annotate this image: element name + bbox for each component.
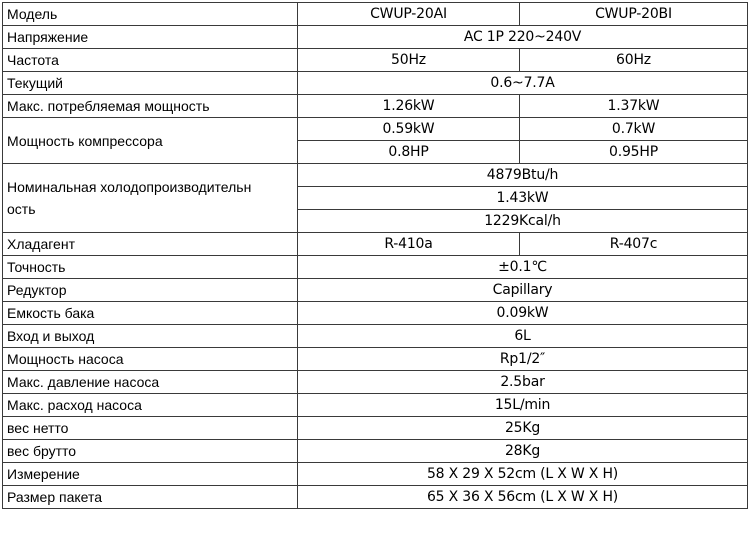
label-tank-capacity: Емкость бака bbox=[3, 302, 298, 325]
label-frequency: Частота bbox=[3, 49, 298, 72]
label-package-size: Размер пакета bbox=[3, 486, 298, 509]
value-frequency-b: 60Hz bbox=[520, 49, 748, 72]
table-row-dimensions bbox=[3, 463, 748, 486]
table-row-reducer bbox=[3, 279, 748, 302]
value-compressor-kw-b: 0.7kW bbox=[520, 118, 748, 141]
value-reducer: Capillary bbox=[298, 279, 748, 302]
table-row-frequency bbox=[3, 49, 748, 72]
table-row-inlet-outlet bbox=[3, 325, 748, 348]
label-cooling-capacity-line2: ость bbox=[7, 201, 36, 217]
label-cooling-capacity-line1: Номинальная холодопроизводительн bbox=[7, 179, 252, 195]
label-pump-power: Мощность насоса bbox=[3, 348, 298, 371]
label-current: Текущий bbox=[3, 72, 298, 95]
label-net-weight: вес нетто bbox=[3, 417, 298, 440]
table-row-pump-power bbox=[3, 348, 748, 371]
value-cooling-kw: 1.43kW bbox=[298, 187, 748, 210]
label-cooling-capacity bbox=[3, 164, 298, 233]
label-gross-weight: вес брутто bbox=[3, 440, 298, 463]
value-model-b: CWUP-20BI bbox=[520, 3, 748, 26]
value-cooling-btu: 4879Btu/h bbox=[298, 164, 748, 187]
table-row-accuracy bbox=[3, 256, 748, 279]
value-refrigerant-b: R-407c bbox=[520, 233, 748, 256]
value-net-weight: 25Kg bbox=[298, 417, 748, 440]
table-row-compressor-power bbox=[3, 118, 748, 141]
spec-table bbox=[2, 2, 748, 509]
value-model-a: CWUP-20AI bbox=[298, 3, 520, 26]
table-row-max-power bbox=[3, 95, 748, 118]
label-inlet-outlet: Вход и выход bbox=[3, 325, 298, 348]
value-cooling-kcal: 1229Kcal/h bbox=[298, 210, 748, 233]
table-row-current bbox=[3, 72, 748, 95]
label-refrigerant: Хладагент bbox=[3, 233, 298, 256]
value-pump-power: Rp1/2″ bbox=[298, 348, 748, 371]
table-row-package-size bbox=[3, 486, 748, 509]
label-reducer: Редуктор bbox=[3, 279, 298, 302]
value-compressor-hp-a: 0.8HP bbox=[298, 141, 520, 164]
table-row-tank-capacity bbox=[3, 302, 748, 325]
value-max-power-b: 1.37kW bbox=[520, 95, 748, 118]
value-compressor-hp-b: 0.95HP bbox=[520, 141, 748, 164]
label-voltage: Напряжение bbox=[3, 26, 298, 49]
table-row-cooling-capacity bbox=[3, 164, 748, 187]
label-max-power: Макс. потребляемая мощность bbox=[3, 95, 298, 118]
table-row-model bbox=[3, 3, 748, 26]
value-package-size: 65 X 36 X 56cm (L X W X H) bbox=[298, 486, 748, 509]
label-pump-pressure: Макс. давление насоса bbox=[3, 371, 298, 394]
value-voltage: AC 1P 220~240V bbox=[298, 26, 748, 49]
table-row-net-weight bbox=[3, 417, 748, 440]
label-accuracy: Точность bbox=[3, 256, 298, 279]
table-row-gross-weight bbox=[3, 440, 748, 463]
value-pump-pressure: 2.5bar bbox=[298, 371, 748, 394]
value-current: 0.6~7.7A bbox=[298, 72, 748, 95]
table-row-pump-pressure bbox=[3, 371, 748, 394]
value-gross-weight: 28Kg bbox=[298, 440, 748, 463]
value-max-power-a: 1.26kW bbox=[298, 95, 520, 118]
value-refrigerant-a: R-410a bbox=[298, 233, 520, 256]
value-frequency-a: 50Hz bbox=[298, 49, 520, 72]
label-model: Модель bbox=[3, 3, 298, 26]
table-row-voltage bbox=[3, 26, 748, 49]
label-pump-flow: Макс. расход насоса bbox=[3, 394, 298, 417]
value-accuracy: ±0.1℃ bbox=[298, 256, 748, 279]
label-dimensions: Измерение bbox=[3, 463, 298, 486]
value-compressor-kw-a: 0.59kW bbox=[298, 118, 520, 141]
table-row-pump-flow bbox=[3, 394, 748, 417]
value-pump-flow: 15L/min bbox=[298, 394, 748, 417]
label-compressor-power: Мощность компрессора bbox=[3, 118, 298, 164]
value-dimensions: 58 X 29 X 52cm (L X W X H) bbox=[298, 463, 748, 486]
value-inlet-outlet: 6L bbox=[298, 325, 748, 348]
value-tank-capacity: 0.09kW bbox=[298, 302, 748, 325]
table-row-refrigerant bbox=[3, 233, 748, 256]
